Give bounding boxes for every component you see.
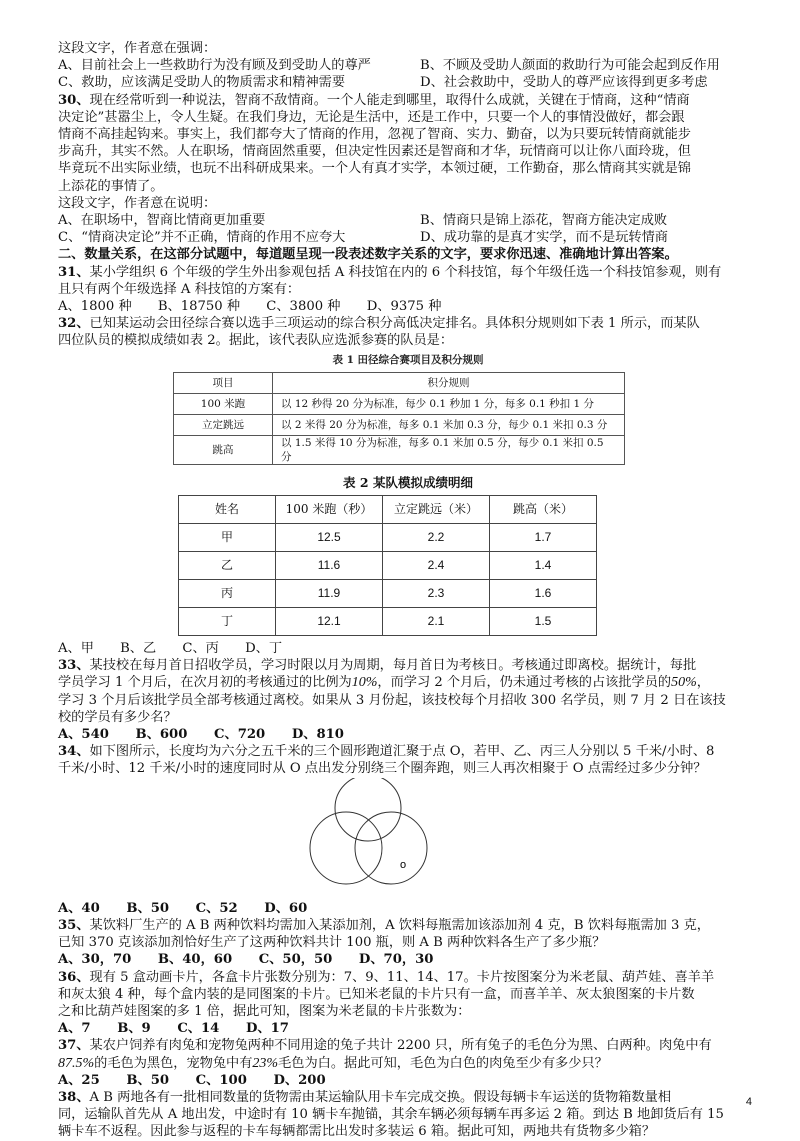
q34-options bbox=[58, 900, 758, 917]
q31-options bbox=[58, 298, 758, 315]
q33-option-b: B、600 bbox=[135, 727, 188, 743]
circle-left bbox=[310, 812, 382, 884]
q30-line-5: 毕竟玩不出实际业绩，也玩不出科研成果来。一个人有真才实学，本领过硬，工作勤奋，那么情商其实就是锦 bbox=[58, 161, 691, 177]
q35-option-c: C、50，50 bbox=[258, 952, 333, 968]
q33-pct-1: 10% bbox=[351, 675, 378, 691]
q32-option-b: B、乙 bbox=[120, 641, 157, 657]
table-row bbox=[174, 435, 625, 464]
q30-stem: 这段文字，作者意在说明： bbox=[58, 195, 217, 211]
q35-option-d: D、70，30 bbox=[358, 952, 434, 968]
q37-number: 37、 bbox=[58, 1038, 90, 1054]
table2-cell: 12.5 bbox=[276, 524, 383, 552]
q37-option-d: D、200 bbox=[273, 1072, 326, 1088]
q34-number: 34、 bbox=[58, 744, 90, 760]
q29-stem: 这段文字，作者意在强调： bbox=[58, 41, 217, 56]
q35-line-2: 已知 370 克该添加剂恰好生产了这两种饮料共计 100 瓶，则 A B 两种饮料各生产了多少瓶？ bbox=[58, 935, 606, 951]
q35-option-b: B、40，60 bbox=[157, 952, 233, 968]
q36-number: 36、 bbox=[58, 969, 90, 985]
q37-option-c: C、100 bbox=[195, 1072, 247, 1088]
table-row bbox=[179, 580, 597, 608]
q36-option-c: C、14 bbox=[177, 1021, 220, 1037]
q35-options bbox=[58, 951, 758, 968]
q37-line-2: 87.5%的毛色为黑色，宠物兔中有23%毛色为白。据此可知，毛色为白色的肉兔至少有多少只？ bbox=[58, 1055, 608, 1071]
q36-line-1: 36、现有 5 盒动画卡片，各盒卡片张数分别为：7、9、11、14、17。卡片按图案分为米老鼠、葫芦娃、喜羊羊 bbox=[58, 969, 715, 985]
table1-cell: 跳高 bbox=[174, 435, 273, 464]
q29-options-row2 bbox=[58, 74, 758, 91]
q38-line-3: 辆卡车不返程。因此参与返程的卡车每辆都需比出发时多装运 6 箱。据此可知，两地共有货物多少箱？ bbox=[58, 1124, 656, 1140]
q37-pct-2: 23% bbox=[252, 1055, 279, 1071]
q37-option-a: A、25 bbox=[58, 1072, 100, 1088]
section-heading: 二、数量关系，在这部分试题中，每道题呈现一段表述数字关系的文字，要求你迅速、准确地计算出答案。 bbox=[58, 247, 678, 263]
q30-options-row1 bbox=[58, 212, 758, 229]
q29-option-b: B、不顾及受助人颜面的救助行为可能会起到反作用 bbox=[420, 58, 720, 74]
q34-line-2: 千米/小时、12 千米/小时的速度同时从 O 点出发分别绕三个圈奔跑，则三人再次相聚于 O 点需经过多少分钟？ bbox=[58, 761, 707, 777]
q34-option-d: D、60 bbox=[264, 900, 308, 916]
q30-option-d: D、成功靠的是真才实学，而不是玩转情商 bbox=[420, 230, 668, 246]
table2-cell: 丙 bbox=[179, 580, 276, 608]
q32-line-2: 四位队员的模拟成绩如表 2。据此，该代表队应选派参赛的队员是： bbox=[58, 333, 454, 349]
q36-line-3: 之和比葫芦娃图案的多 1 倍，据此可知，图案为米老鼠的卡片张数为： bbox=[58, 1003, 471, 1019]
q36-option-d: D、17 bbox=[245, 1021, 289, 1037]
q34-line-1: 34、如下图所示，长度均为六分之五千米的三个圆形跑道汇聚于点 O，若甲、乙、丙三人分别以 5 千米/小时、8 bbox=[58, 744, 715, 760]
table2-header-cell: 跳高（米） bbox=[490, 496, 597, 524]
q30-line-1: 30、现在经常听到一种说法，智商不敌情商。一个人能走到哪里，取得什么成就，关键在于情商，这种“情商 bbox=[58, 92, 690, 108]
q33-pct-2: 50% bbox=[671, 675, 697, 691]
table1-header-cell: 积分规则 bbox=[273, 372, 625, 393]
q32-option-d: D、丁 bbox=[245, 641, 283, 657]
q34-option-a: A、40 bbox=[58, 900, 100, 916]
q38-line-1: 38、A B 两地各有一批相同数量的货物需由某运输队用卡车完成交换。假设每辆卡车运送的货物箱数量相 bbox=[58, 1089, 672, 1105]
q33-line-4: 校的学员有多少名？ bbox=[58, 709, 177, 725]
q31-option-c: C、3800 种 bbox=[266, 299, 341, 315]
table2-cell: 1.6 bbox=[490, 580, 597, 608]
table-row bbox=[174, 393, 625, 414]
q33-line-1: 33、某技校在每月首日招收学员，学习时限以月为周期，每月首日为考核日。考核通过即离校。据统计，每批 bbox=[58, 658, 697, 674]
table2-cell: 2.3 bbox=[383, 580, 490, 608]
point-o-label: o bbox=[400, 858, 407, 871]
q32-option-a: A、甲 bbox=[58, 641, 94, 657]
three-circles-diagram bbox=[58, 778, 758, 900]
q33-options bbox=[58, 726, 758, 743]
q37-line-1: 37、某农户饲养有肉兔和宠物兔两种不同用途的兔子共计 2200 只，所有兔子的毛色分为黑、白两种。肉兔中有 bbox=[58, 1038, 712, 1054]
q37-options bbox=[58, 1072, 758, 1089]
scoring-rules-table bbox=[173, 372, 625, 465]
q38-line-2: 同，运输队首先从 A 地出发，中途时有 10 辆卡车抛锚，其余车辆必须每辆车再多运 2 箱。到达 B 地卸货后有 15 bbox=[58, 1107, 724, 1123]
q33-number: 33、 bbox=[58, 658, 90, 674]
table-row bbox=[179, 608, 597, 636]
page-number: 4 bbox=[745, 1096, 752, 1108]
q31-line-1: 31、某小学组织 6 个年级的学生外出参观包括 A 科技馆在内的 6 个科技馆，每个年级任选一个科技馆参观，则有 bbox=[58, 264, 722, 280]
table-row bbox=[174, 414, 625, 435]
mock-results-table bbox=[178, 495, 597, 636]
table2-cell: 乙 bbox=[179, 552, 276, 580]
q36-option-a: A、7 bbox=[58, 1021, 91, 1037]
table2-cell: 12.1 bbox=[276, 608, 383, 636]
q31-number: 31、 bbox=[58, 264, 90, 280]
table2-cell: 1.4 bbox=[490, 552, 597, 580]
q32-number: 32、 bbox=[58, 316, 90, 332]
q29-option-c: C、救助，应该满足受助人的物质需求和精神需要 bbox=[58, 75, 346, 91]
q30-line-2: 决定论”甚嚣尘上，令人生疑。在我们身边，无论是生活中，还是工作中，只要一个人的事情没做好，都会跟 bbox=[58, 109, 685, 125]
q31-line-2: 且只有两个年级选择 A 科技馆的方案有： bbox=[58, 281, 301, 297]
q32-options bbox=[58, 640, 758, 657]
q30-option-a: A、在职场中，智商比情商更加重要 bbox=[58, 213, 266, 229]
table1-cell: 以 1.5 米得 10 分为标准，每多 0.1 米加 0.5 分，每少 0.1 米扣 0.5 分 bbox=[273, 435, 625, 464]
table2-header-cell: 姓名 bbox=[179, 496, 276, 524]
q35-number: 35、 bbox=[58, 917, 90, 933]
table1-header-cell: 项目 bbox=[174, 372, 273, 393]
q36-options bbox=[58, 1020, 758, 1037]
table2-caption: 表 2 某队模拟成绩明细 bbox=[343, 474, 473, 490]
table2-header-cell: 100 米跑（秒） bbox=[276, 496, 383, 524]
exam-page bbox=[58, 40, 758, 1141]
table2-cell: 11.9 bbox=[276, 580, 383, 608]
q37-option-b: B、50 bbox=[126, 1072, 170, 1088]
table2-cell: 11.6 bbox=[276, 552, 383, 580]
circle-top bbox=[335, 778, 401, 841]
table1-cell: 立定跳远 bbox=[174, 414, 273, 435]
q31-option-a: A、1800 种 bbox=[58, 299, 132, 315]
q29-option-a: A、目前社会上一些救助行为没有顾及到受助人的尊严 bbox=[58, 58, 371, 74]
table2-cell: 丁 bbox=[179, 608, 276, 636]
table1-header-row bbox=[174, 372, 625, 393]
table2-cell: 1.7 bbox=[490, 524, 597, 552]
table1-cell: 100 米跑 bbox=[174, 393, 273, 414]
table2-cell: 2.1 bbox=[383, 608, 490, 636]
q30-options-row2 bbox=[58, 229, 758, 246]
table2-cell: 甲 bbox=[179, 524, 276, 552]
table1-caption: 表 1 田径综合赛项目及积分规则 bbox=[332, 353, 484, 366]
q33-option-d: D、810 bbox=[291, 727, 344, 743]
table2-header-row bbox=[179, 496, 597, 524]
q29-options-row1 bbox=[58, 57, 758, 74]
table1-cell: 以 12 秒得 20 分为标准，每少 0.1 秒加 1 分，每多 0.1 秒扣 1 分 bbox=[273, 393, 625, 414]
q33-line-2: 学员学习 1 个月后，在次月初的考核通过的比例为10%，而学习 2 个月后，仍未通过考核的占该批学员的50%， bbox=[58, 675, 710, 691]
q29-option-d: D、社会救助中，受助人的尊严应该得到更多考虑 bbox=[420, 75, 708, 91]
q34-option-c: C、52 bbox=[195, 900, 238, 916]
q32-option-c: C、丙 bbox=[182, 641, 219, 657]
q30-option-c: C、“情商决定论”并不正确，情商的作用不应夸大 bbox=[58, 230, 346, 246]
table-row bbox=[179, 524, 597, 552]
table2-cell: 1.5 bbox=[490, 608, 597, 636]
q31-option-d: D、9375 种 bbox=[366, 299, 442, 315]
table2-cell: 2.4 bbox=[383, 552, 490, 580]
q33-option-a: A、540 bbox=[58, 727, 109, 743]
table1-cell: 以 2 米得 20 分为标准，每多 0.1 米加 0.3 分，每少 0.1 米扣 0.3 分 bbox=[273, 414, 625, 435]
q30-number: 30、 bbox=[58, 92, 90, 108]
q31-option-b: B、18750 种 bbox=[157, 299, 241, 315]
q37-pct-1: 87.5% bbox=[58, 1055, 95, 1071]
three-circles-figure bbox=[58, 778, 758, 900]
q34-option-b: B、50 bbox=[126, 900, 170, 916]
q30-line-4: 步高升，其实不然。人在职场，情商固然重要，但决定性因素还是智商和才华，玩情商可以让你八面玲珑，但 bbox=[58, 144, 691, 160]
q36-option-b: B、9 bbox=[117, 1021, 151, 1037]
q33-option-c: C、720 bbox=[214, 727, 266, 743]
table-row bbox=[179, 552, 597, 580]
table2-header-cell: 立定跳远（米） bbox=[383, 496, 490, 524]
table2-cell: 2.2 bbox=[383, 524, 490, 552]
q35-line-1: 35、某饮料厂生产的 A B 两种饮料均需加入某添加剂，A 饮料每瓶需加该添加剂 4 克，B 饮料每瓶需加 3 克， bbox=[58, 917, 710, 933]
q30-option-b: B、情商只是锦上添花，智商方能决定成败 bbox=[420, 213, 668, 229]
q36-line-2: 和灰太狼 4 种，每个盒内装的是同图案的卡片。已知米老鼠的卡片只有一盒，而喜羊羊、灰太狼图案的卡片数 bbox=[58, 986, 695, 1002]
q30-line-3: 情商不高挂起钩来。事实上，我们都夸大了情商的作用，忽视了智商、实力、勤奋，以为只要玩转情商就能步 bbox=[58, 127, 691, 143]
q32-line-1: 32、已知某运动会田径综合赛以选手三项运动的综合积分高低决定排名。具体积分规则如下表 1 所示，而某队 bbox=[58, 316, 700, 332]
q30-line-6: 上添花的事情了。 bbox=[58, 178, 164, 194]
q35-option-a: A、30，70 bbox=[58, 952, 132, 968]
circle-right bbox=[355, 812, 427, 884]
q38-number: 38、 bbox=[58, 1089, 90, 1105]
q33-line-3: 学习 3 个月后该批学员全部考核通过离校。如果从 3 月份起，该技校每个月招收 300 名学员，则 7 月 2 日在该技 bbox=[58, 692, 726, 708]
